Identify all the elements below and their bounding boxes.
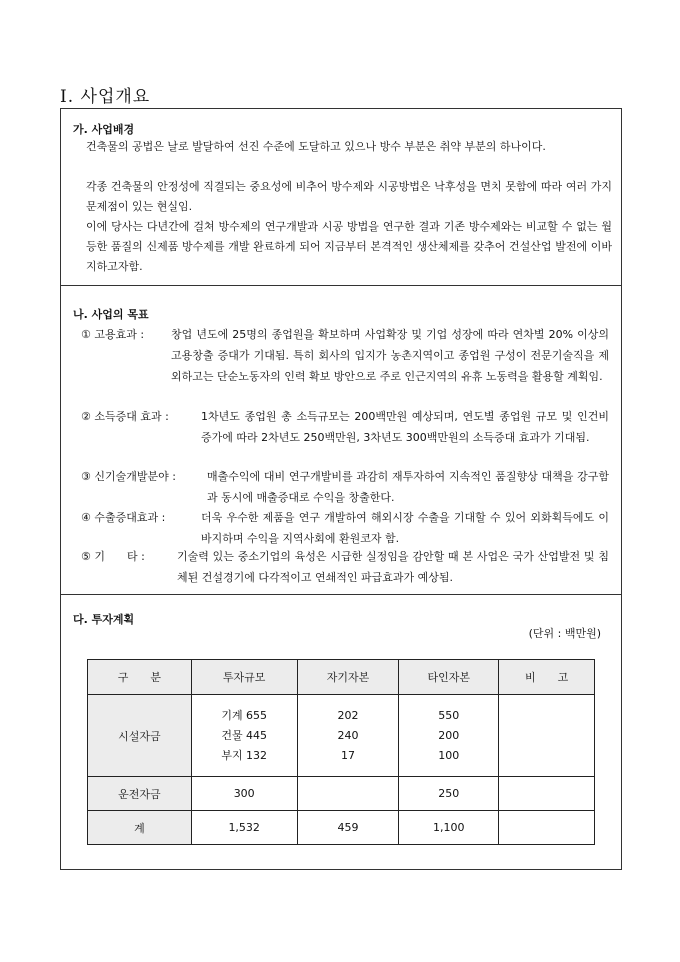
note-cell [499,777,595,811]
goal-item [81,546,609,588]
background-paragraph: 건축물의 공법은 날로 발달하여 선진 수준에 도달하고 있으나 방수 부분은 취약 부분의 하나이다. [86,140,546,153]
goal-text: 더욱 우수한 제품을 연구 개발하여 해외시장 수출을 기대할 수 있어 외화획득에도 이바지하며 수익을 지역사회에 환원코자 함. [201,511,609,545]
unit-label: (단위 : 백만원) [528,627,601,640]
note-cell [499,695,595,777]
goal-text: 창업 년도에 25명의 종업원을 확보하며 사업확장 및 기업 성장에 따라 연차별 20% 이상의 고용창출 증대가 기대됨. 특히 회사의 입지가 농촌지역이고 종업원 구성이 전문기술직을 제외하고는 단순노동자의 인력 확보 방안으로 주로 인근지역의 유휴 노동력을 활용할 계획임. [171,328,609,383]
column-header: 구 분 [88,660,192,695]
note-cell [499,811,595,845]
background-paragraph: 각종 건축물의 안정성에 직결되는 중요성에 비추어 방수제와 시공방법은 낙후성을 면치 못함에 따라 여러 가지 문제점이 있는 현실임. [86,180,612,213]
goals-heading: 나. 사업의 목표 [73,308,149,321]
goal-text: 기술력 있는 중소기업의 육성은 시급한 실정임을 감안할 때 본 사업은 국가 산업발전 및 침체된 건설경기에 다각적이고 연쇄적인 파급효과가 예상됨. [177,550,609,584]
goal-item [81,466,609,508]
cell-line: 17 [340,748,355,762]
goal-item [81,324,609,408]
background-section [60,108,622,285]
cell-line: 건물 445 [221,728,268,742]
goal-label: ③ 신기술개발분야 : [81,470,176,483]
table-row [88,695,595,777]
investment-heading: 다. 투자계획 [73,613,135,626]
page-title: Ⅰ. 사업개요 [60,87,151,107]
goal-label: ① 고용효과 : [81,328,145,341]
cell-line: 550 [438,708,460,722]
own-capital-cell: 459 [297,811,399,845]
goal-text: 1차년도 종업원 총 소득규모는 200백만원 예상되며, 연도별 종업원 규모 및 인건비 증가에 따라 2차년도 250백만원, 3차년도 300백만원의 소득증대 효과가 기대됨. [201,410,609,444]
scale-cell [191,695,297,777]
own-capital-cell [297,777,399,811]
column-header: 비 고 [499,660,595,695]
cell-line: 202 [337,708,359,722]
goal-label: ⑤ 기 타 : [81,550,145,563]
scale-cell: 1,532 [191,811,297,845]
table-row [88,777,595,811]
column-header: 자기자본 [297,660,399,695]
column-header: 투자규모 [191,660,297,695]
cell-line: 200 [438,728,460,742]
goal-text: 매출수익에 대비 연구개발비를 과감히 재투자하여 지속적인 품질향상 대책을 강구함과 동시에 매출증대로 수익을 창출한다. [207,470,609,504]
goal-item [81,406,609,469]
background-heading: 가. 사업배경 [73,123,135,136]
other-capital-cell: 250 [399,777,499,811]
other-capital-cell [399,695,499,777]
goal-label: ② 소득증대 효과 : [81,410,169,423]
table-header-row [88,660,595,695]
row-category: 시설자금 [88,695,192,777]
cell-line: 부지 132 [221,748,268,762]
investment-table [87,659,595,845]
own-capital-cell [297,695,399,777]
goal-item [81,507,609,549]
row-category: 계 [88,811,192,845]
scale-cell: 300 [191,777,297,811]
table-row [88,811,595,845]
row-category: 운전자금 [88,777,192,811]
background-paragraph: 이에 당사는 다년간에 걸쳐 방수제의 연구개발과 시공 방법을 연구한 결과 기존 방수제와는 비교할 수 없는 월등한 품질의 신제품 방수제를 개발 완료하게 되어 지금부터 본격적인 생산체제를 갖추어 건설산업 발전에 이바지하고자함. [86,220,612,273]
cell-line: 100 [438,748,460,762]
cell-line: 240 [337,728,359,742]
other-capital-cell: 1,100 [399,811,499,845]
column-header: 타인자본 [399,660,499,695]
goal-label: ④ 수출증대효과 : [81,511,166,524]
goals-section [60,285,622,594]
investment-section [60,594,622,870]
cell-line: 기계 655 [221,708,268,722]
